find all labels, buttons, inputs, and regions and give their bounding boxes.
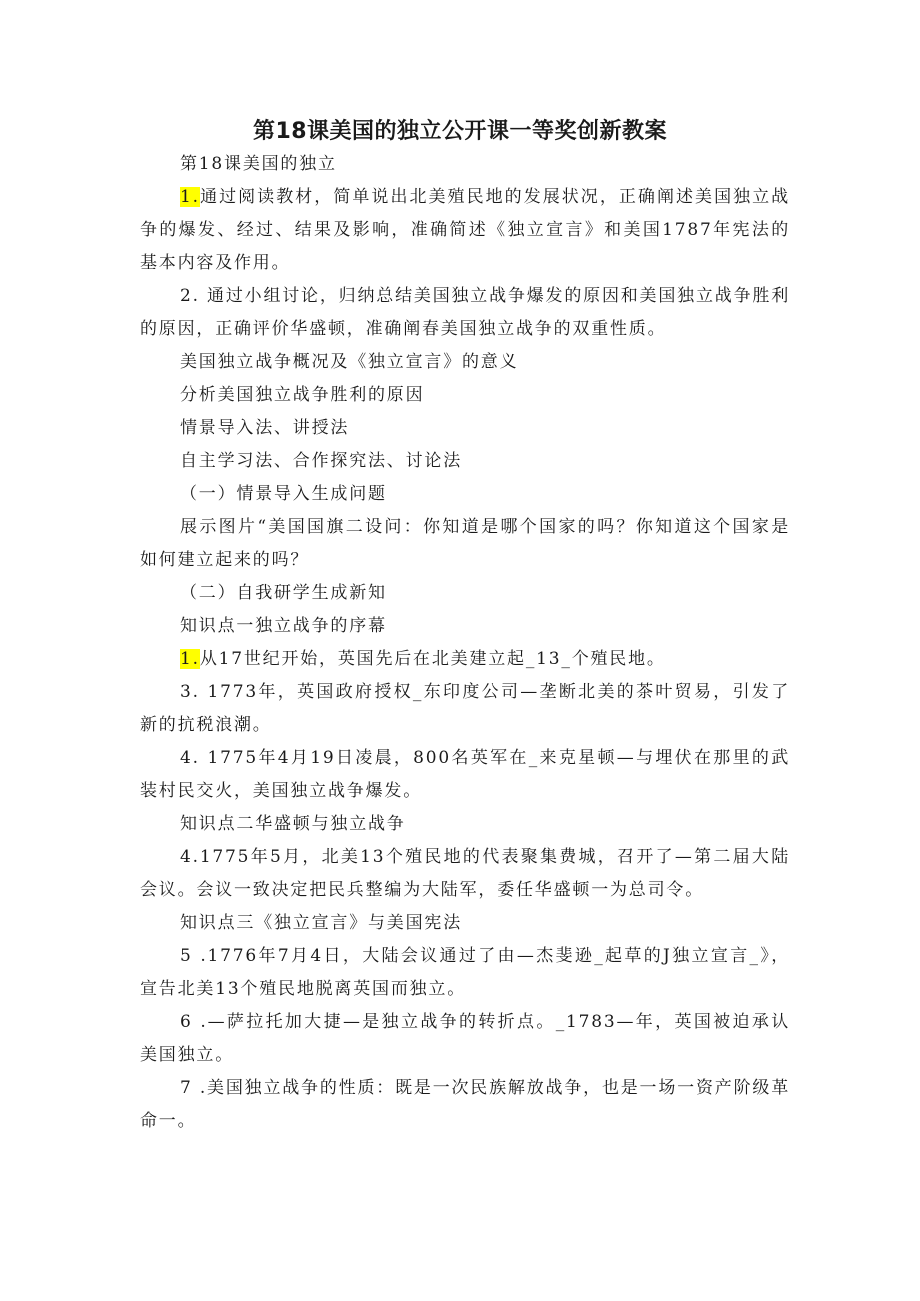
paragraph-text: 自主学习法、合作探究法、讨论法 [180, 451, 462, 471]
paragraph-text: 知识点三《独立宣言》与美国宪法 [180, 913, 462, 933]
paragraph-text: 5 .1776年7月4日，大陆会议通过了由—杰斐逊_起草的J独立宣言_》，宣告北美13个殖民地脱离英国而独立。 [140, 946, 790, 999]
paragraph-text: 4.1775年5月，北美13个殖民地的代表聚集费城，召开了—第二届大陆会议。会议一致决定把民兵整编为大陆军，委任华盛顿一为总司令。 [140, 847, 790, 900]
paragraph [140, 610, 790, 643]
paragraph-text: 展示图片“美国国旗二设问：你知道是哪个国家的吗？你知道这个国家是如何建立起来的吗？ [140, 517, 790, 570]
paragraph-text: 通过阅读教材，简单说出北美殖民地的发展状况，正确阐述美国独立战争的爆发、经过、结果及影响，准确简述《独立宣言》和美国1787年宪法的基本内容及作用。 [140, 187, 790, 273]
paragraph-text: 分析美国独立战争胜利的原因 [180, 385, 425, 405]
paragraph-text: （二）自我研学生成新知 [180, 583, 387, 603]
paragraph-text: 7 .美国独立战争的性质：既是一次民族解放战争，也是一场一资产阶级革命一。 [140, 1078, 790, 1131]
paragraph-text: 知识点一独立战争的序幕 [180, 616, 387, 636]
paragraph [140, 742, 790, 808]
paragraph-number: 1. [180, 187, 200, 207]
paragraph-text: 从17世纪开始，英国先后在北美建立起_13_个殖民地。 [199, 649, 666, 669]
paragraph-text: 4. 1775年4月19日凌晨，800名英军在_来克星顿—与埋伏在那里的武装村民交火，美国独立战争爆发。 [140, 748, 790, 801]
paragraph [140, 907, 790, 940]
paragraph [140, 280, 790, 346]
paragraph-text: 美国独立战争概况及《独立宣言》的意义 [180, 352, 519, 372]
paragraph-text: 6 .—萨拉托加大捷—是独立战争的转折点。_1783—年，英国被迫承认美国独立。 [140, 1012, 790, 1065]
paragraph [140, 940, 790, 1006]
paragraph [140, 148, 790, 181]
document-body [140, 148, 790, 1138]
paragraph [140, 1006, 790, 1072]
paragraph [140, 841, 790, 907]
paragraph-text: 2. 通过小组讨论，归纳总结美国独立战争爆发的原因和美国独立战争胜利的原因，正确评价华盛顿，准确阐春美国独立战争的双重性质。 [140, 286, 790, 339]
paragraph [140, 445, 790, 478]
paragraph [140, 1072, 790, 1138]
paragraph-text: （一）情景导入生成问题 [180, 484, 387, 504]
paragraph-text: 知识点二华盛顿与独立战争 [180, 814, 406, 834]
paragraph-number: 1. [180, 649, 200, 669]
paragraph [140, 676, 790, 742]
paragraph [140, 478, 790, 511]
paragraph [140, 643, 790, 676]
paragraph [140, 412, 790, 445]
paragraph-text: 第18课美国的独立 [180, 154, 337, 174]
paragraph-text: 3. 1773年，英国政府授权_东印度公司—垄断北美的茶叶贸易，引发了新的抗税浪潮。 [140, 682, 790, 735]
paragraph [140, 577, 790, 610]
paragraph [140, 379, 790, 412]
paragraph-text: 情景导入法、讲授法 [180, 418, 350, 438]
document-title: 第18课美国的独立公开课一等奖创新教案 [252, 119, 668, 144]
paragraph [140, 181, 790, 280]
paragraph [140, 808, 790, 841]
paragraph [140, 511, 790, 577]
paragraph [140, 346, 790, 379]
